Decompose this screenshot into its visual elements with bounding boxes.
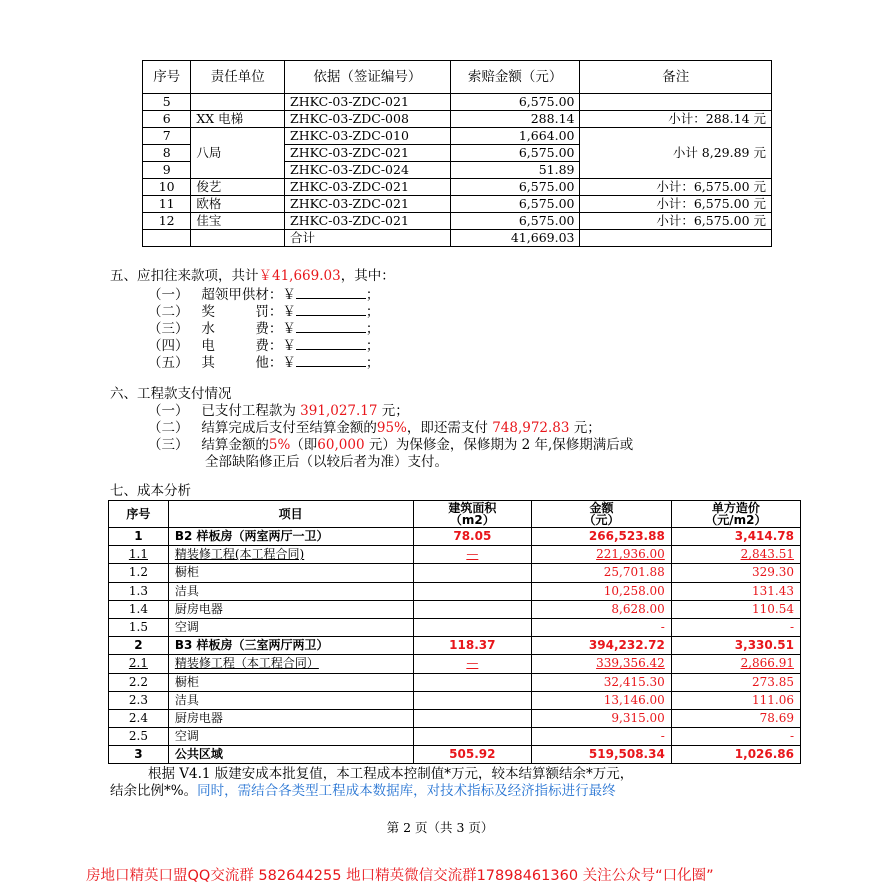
row-note: 小计：6,575.00 元 <box>580 196 772 213</box>
item-text: 已支付工程款为 <box>201 403 296 419</box>
blank-line <box>296 337 366 350</box>
item-label: 奖 罚：￥ <box>201 304 296 320</box>
row-item: 厨房电器 <box>168 600 413 618</box>
row-unit: 佳宝 <box>191 213 285 230</box>
remaining-amount: 748,972.83 <box>492 420 570 436</box>
row-item: 厨房电器 <box>168 709 413 727</box>
row-area <box>413 618 532 636</box>
row-area <box>413 728 532 746</box>
row-no: 7 <box>143 128 191 145</box>
row-unit-cost: 78.69 <box>671 709 800 727</box>
row-amount: - <box>532 728 672 746</box>
item-index: （三） <box>148 437 189 453</box>
row-amount: 32,415.30 <box>532 673 672 691</box>
row-unit-cost: - <box>671 618 800 636</box>
col-header-amount: 索赔金额（元） <box>450 61 580 94</box>
item-label: 超领甲供材：￥ <box>201 287 296 303</box>
row-no: 1.4 <box>109 600 169 618</box>
row-unit-cost: 2,843.51 <box>671 546 800 564</box>
item-index: （二） <box>148 304 189 320</box>
blank-line <box>296 320 366 333</box>
row-area: 118.37 <box>413 637 532 655</box>
row-item: 精装修工程(本工程合同) <box>168 546 413 564</box>
row-no: 1 <box>109 528 169 546</box>
row-area: 78.05 <box>413 528 532 546</box>
row-item: 橱柜 <box>168 564 413 582</box>
row-amount: 6,575.00 <box>450 196 580 213</box>
row-no: 2.2 <box>109 673 169 691</box>
row-basis: ZHKC-03-ZDC-010 <box>285 128 451 145</box>
section5-heading <box>110 268 395 285</box>
item-text: ，即还需支付 <box>406 420 488 436</box>
section6-heading: 六、工程款支付情况 <box>110 386 232 402</box>
row-amount: 13,146.00 <box>532 691 672 709</box>
row-unit-cost: 110.54 <box>671 600 800 618</box>
section5-item <box>148 337 379 355</box>
retention-amount: 60,000 <box>317 437 365 453</box>
row-amount: - <box>532 618 672 636</box>
row-basis: ZHKC-03-ZDC-021 <box>285 94 451 111</box>
row-amount: 10,258.00 <box>532 582 672 600</box>
row-amount: 6,575.00 <box>450 145 580 162</box>
row-amount: 288.14 <box>450 111 580 128</box>
row-area <box>413 709 532 727</box>
row-no: 8 <box>143 145 191 162</box>
section6-item-3-cont: 全部缺陷修正后（以较后者为准）支付。 <box>205 454 448 470</box>
blank-line <box>296 303 366 316</box>
row-item: 精装修工程（本工程合同） <box>168 655 413 673</box>
table-row <box>109 546 801 564</box>
row-amount: 266,523.88 <box>532 528 672 546</box>
row-no: 2.4 <box>109 709 169 727</box>
footer-banner: 房地口精英口盟QQ交流群 582644255 地口精英微信交流群17898461360 关注公众号“口化圈” <box>86 868 714 884</box>
item-label: 电 费：￥ <box>201 338 296 354</box>
item-index: （五） <box>148 355 189 371</box>
row-unit-cost: 131.43 <box>671 582 800 600</box>
cost-table-body <box>109 528 801 764</box>
cost-header-row <box>109 501 801 528</box>
section6-item-2 <box>148 420 601 437</box>
row-basis: ZHKC-03-ZDC-021 <box>285 213 451 230</box>
end-mark: ； <box>365 338 380 354</box>
row-amount: 25,701.88 <box>532 564 672 582</box>
item-index: （三） <box>148 321 189 337</box>
row-amount: 1,664.00 <box>450 128 580 145</box>
row-unit-cost: 111.06 <box>671 691 800 709</box>
row-no: 2.1 <box>109 655 169 673</box>
row-amount: 6,575.00 <box>450 94 580 111</box>
col-header-unit: 责任单位 <box>191 61 285 94</box>
blank-line <box>296 286 366 299</box>
row-note <box>580 94 772 111</box>
section5-item <box>148 303 379 321</box>
table-row <box>109 582 801 600</box>
row-unit-cost: - <box>671 728 800 746</box>
row-item: 空调 <box>168 618 413 636</box>
end-mark: ； <box>365 304 380 320</box>
row-no: 5 <box>143 94 191 111</box>
table-row <box>143 94 772 111</box>
row-unit-cost: 273.85 <box>671 673 800 691</box>
total-label: 合计 <box>285 230 451 247</box>
row-item: 洁具 <box>168 691 413 709</box>
end-mark: ； <box>365 355 380 371</box>
row-area <box>413 673 532 691</box>
row-basis: ZHKC-03-ZDC-021 <box>285 179 451 196</box>
row-area <box>413 564 532 582</box>
row-no: 11 <box>143 196 191 213</box>
section-row <box>109 528 801 546</box>
conclusion-text-blue: 同时，需结合各类型工程成本数据库，对技术指标及经济指标进行最终 <box>197 783 616 799</box>
row-item: 空调 <box>168 728 413 746</box>
section6-item-1 <box>148 403 409 420</box>
section5-item <box>148 286 379 304</box>
row-note: 小计 8,29.89 元 <box>580 128 772 179</box>
row-unit: 欧格 <box>191 196 285 213</box>
section5-item <box>148 354 379 372</box>
table-row <box>143 213 772 230</box>
row-unit-cost: 329.30 <box>671 564 800 582</box>
item-index: （二） <box>148 420 189 436</box>
table-row <box>109 709 801 727</box>
conclusion-line-1: 根据 V4.1 版建安成本批复值，本工程成本控制值*万元，较本结算额结余*万元， <box>148 766 634 782</box>
table-row <box>109 655 801 673</box>
row-basis: ZHKC-03-ZDC-021 <box>285 145 451 162</box>
conclusion-text: 结余比例*%。 <box>110 783 198 799</box>
row-area: — <box>413 546 532 564</box>
col-header-unit-cost: 单方造价 （元/m2） <box>671 501 800 528</box>
end-mark: ； <box>365 287 380 303</box>
total-empty-cell <box>580 230 772 247</box>
table-row <box>143 128 772 145</box>
col-header-amount: 金额 （元） <box>532 501 672 528</box>
cost-analysis-table <box>108 500 801 764</box>
row-item: 橱柜 <box>168 673 413 691</box>
table-row <box>109 600 801 618</box>
row-unit: XX 电梯 <box>191 111 285 128</box>
row-area <box>413 600 532 618</box>
section-row <box>109 637 801 655</box>
row-no: 1.3 <box>109 582 169 600</box>
row-area: — <box>413 655 532 673</box>
row-unit <box>191 94 285 111</box>
row-unit-cost: 2,866.91 <box>671 655 800 673</box>
page-number: 第 2 页（共 3 页） <box>386 820 494 835</box>
end-mark: ； <box>365 321 380 337</box>
col-header-basis: 依据（签证编号） <box>285 61 451 94</box>
col-header-note: 备注 <box>580 61 772 94</box>
row-item: B3 样板房（三室两厅两卫） <box>168 637 413 655</box>
row-note: 小计：288.14 元 <box>580 111 772 128</box>
col-header-no: 序号 <box>109 501 169 528</box>
section5-prefix: 五、应扣往来款项，共计 <box>110 268 259 284</box>
item-text: 元； <box>573 420 601 436</box>
row-no: 9 <box>143 162 191 179</box>
conclusion-line-2 <box>110 783 616 800</box>
item-text: 元）为保修金，保修期为 2 年,保修期满后或 <box>368 437 634 453</box>
row-basis: ZHKC-03-ZDC-024 <box>285 162 451 179</box>
row-amount: 339,356.42 <box>532 655 672 673</box>
row-area: 505.92 <box>413 746 532 764</box>
row-unit-cost: 3,414.78 <box>671 528 800 546</box>
section7-heading: 七、成本分析 <box>110 483 191 499</box>
section6-item-3 <box>148 437 633 454</box>
table-row <box>143 179 772 196</box>
table-row <box>109 564 801 582</box>
row-basis: ZHKC-03-ZDC-008 <box>285 111 451 128</box>
row-amount: 519,508.34 <box>532 746 672 764</box>
row-no: 2 <box>109 637 169 655</box>
total-empty-cell <box>143 230 191 247</box>
row-item: B2 样板房（两室两厅一卫） <box>168 528 413 546</box>
blank-line <box>296 354 366 367</box>
pay-ratio: 95% <box>376 420 407 436</box>
item-index: （一） <box>148 403 189 419</box>
section5-suffix: ，其中： <box>340 268 395 284</box>
col-header-no: 序号 <box>143 61 191 94</box>
row-no: 3 <box>109 746 169 764</box>
row-no: 1.5 <box>109 618 169 636</box>
row-amount: 6,575.00 <box>450 179 580 196</box>
row-item: 洁具 <box>168 582 413 600</box>
row-amount: 394,232.72 <box>532 637 672 655</box>
total-row <box>143 230 772 247</box>
item-label: 其 他：￥ <box>201 355 296 371</box>
row-no: 2.5 <box>109 728 169 746</box>
row-no: 10 <box>143 179 191 196</box>
table-row <box>109 618 801 636</box>
row-amount: 51.89 <box>450 162 580 179</box>
row-note: 小计：6,575.00 元 <box>580 179 772 196</box>
row-note: 小计：6,575.00 元 <box>580 213 772 230</box>
row-unit-cost: 1,026.86 <box>671 746 800 764</box>
row-unit-cost: 3,330.51 <box>671 637 800 655</box>
item-index: （一） <box>148 287 189 303</box>
item-text: 结算金额的 <box>201 437 269 453</box>
row-no: 1.2 <box>109 564 169 582</box>
item-text: 元； <box>381 403 409 419</box>
row-area <box>413 691 532 709</box>
row-basis: ZHKC-03-ZDC-021 <box>285 196 451 213</box>
row-amount: 6,575.00 <box>450 213 580 230</box>
item-label: 水 费：￥ <box>201 321 296 337</box>
item-index: （四） <box>148 338 189 354</box>
row-no: 2.3 <box>109 691 169 709</box>
table-row <box>109 728 801 746</box>
table-row <box>143 196 772 213</box>
row-no: 1.1 <box>109 546 169 564</box>
table-row <box>109 673 801 691</box>
col-header-area: 建筑面积 （m2） <box>413 501 532 528</box>
total-empty-cell <box>191 230 285 247</box>
claims-table <box>142 60 772 247</box>
row-item: 公共区域 <box>168 746 413 764</box>
row-amount: 9,315.00 <box>532 709 672 727</box>
item-text: （即 <box>290 437 318 453</box>
section5-item <box>148 320 379 338</box>
row-area <box>413 582 532 600</box>
item-text: 结算完成后支付至结算金额的 <box>201 420 377 436</box>
row-unit: 俊艺 <box>191 179 285 196</box>
col-header-item: 项目 <box>168 501 413 528</box>
row-amount: 221,936.00 <box>532 546 672 564</box>
section-row <box>109 746 801 764</box>
paid-amount: 391,027.17 <box>300 403 378 419</box>
table-row <box>109 691 801 709</box>
retention-ratio: 5% <box>268 437 291 453</box>
table-row <box>143 111 772 128</box>
row-no: 6 <box>143 111 191 128</box>
row-amount: 8,628.00 <box>532 600 672 618</box>
section5-amount: ￥41,669.03 <box>258 268 341 284</box>
total-amount: 41,669.03 <box>450 230 580 247</box>
row-unit: 八局 <box>191 128 285 179</box>
claims-header-row <box>143 61 772 94</box>
row-no: 12 <box>143 213 191 230</box>
